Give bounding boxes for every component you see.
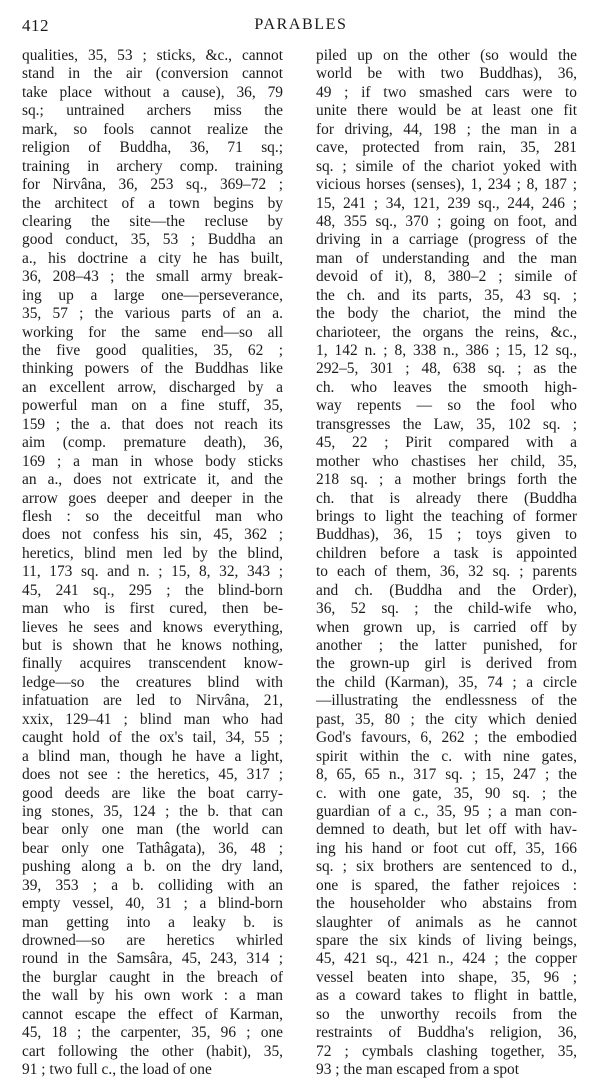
index-line: take place without a cause), 36, 79 bbox=[22, 83, 283, 101]
running-title: PARABLES bbox=[254, 16, 348, 33]
index-line: —illustrating the endlessness of the bbox=[316, 692, 577, 710]
index-line: caught hold of the ox's tail, 34, 55 ; bbox=[22, 729, 283, 747]
index-line: infatuation are led to Nirvâna, 21, bbox=[22, 692, 283, 710]
index-line: demned to death, but let off with hav- bbox=[316, 821, 577, 839]
right-column bbox=[316, 47, 577, 1080]
index-line: cart following the other (habit), 35, bbox=[22, 1042, 283, 1060]
index-line: when grown up, is carried off by bbox=[316, 618, 577, 636]
page-header bbox=[22, 16, 580, 38]
index-line: for Nirvâna, 36, 253 sq., 369–72 ; bbox=[22, 176, 283, 194]
index-line: brings to light the teaching of former bbox=[316, 507, 577, 525]
left-column bbox=[22, 47, 283, 1080]
index-line: Buddhas), 36, 15 ; toys given to bbox=[316, 526, 577, 544]
index-line: does not confess his sin, 45, 362 ; bbox=[22, 526, 283, 544]
index-line: lieves he sees and knows everything, bbox=[22, 618, 283, 636]
index-line: the architect of a town begins by bbox=[22, 194, 283, 212]
index-line: charioteer, the organs the reins, &c., bbox=[316, 323, 577, 341]
index-line: ch. that is already there (Buddha bbox=[316, 489, 577, 507]
index-line: man who is first cured, then be- bbox=[22, 600, 283, 618]
index-line: aim (comp. premature death), 36, bbox=[22, 434, 283, 452]
index-line: an a., does not extricate it, and the bbox=[22, 471, 283, 489]
index-line: heretics, blind men led by the blind, bbox=[22, 544, 283, 562]
index-line: the householder who abstains from bbox=[316, 895, 577, 913]
index-line: 36, 208–43 ; the small army break- bbox=[22, 268, 283, 286]
index-line: thinking powers of the Buddhas like bbox=[22, 360, 283, 378]
index-line: spirit within the c. with nine gates, bbox=[316, 747, 577, 765]
index-line: round in the Samsâra, 45, 243, 314 ; bbox=[22, 950, 283, 968]
index-line: stand in the air (conversion cannot bbox=[22, 65, 283, 83]
index-line: 1, 142 n. ; 8, 338 n., 386 ; 15, 12 sq., bbox=[316, 342, 577, 359]
index-line: but is shown that he knows nothing, bbox=[22, 637, 283, 654]
index-line: piled up on the other (so would the bbox=[316, 47, 577, 64]
index-line: an excellent arrow, discharged by a bbox=[22, 378, 283, 396]
index-line: the wall by his own work : a man bbox=[22, 987, 283, 1005]
index-line: the burglar caught in the breach of bbox=[22, 968, 283, 986]
index-line: vicious horses (senses), 1, 234 ; 8, 187 ; bbox=[316, 176, 577, 194]
index-line: does not see : the heretics, 45, 317 ; bbox=[22, 766, 283, 784]
index-line: 8, 65, 65 n., 317 sq. ; 15, 247 ; the bbox=[316, 766, 577, 784]
index-line: spare the six kinds of living beings, bbox=[316, 932, 577, 949]
index-line: c. with one gate, 35, 90 sq. ; the bbox=[316, 784, 577, 802]
index-line: slaughter of animals as he cannot bbox=[316, 913, 577, 931]
index-line: man getting into a leaky b. is bbox=[22, 913, 283, 931]
index-line: religion of Buddha, 36, 71 sq.; bbox=[22, 139, 283, 157]
index-line: ing up a large one—perseverance, bbox=[22, 286, 283, 304]
index-line: 48, 355 sq., 370 ; going on foot, and bbox=[316, 212, 577, 230]
index-line: ledge—so the creatures blind with bbox=[22, 673, 283, 691]
index-line: man of understanding and the man bbox=[316, 249, 577, 267]
index-line: one is spared, the father rejoices : bbox=[316, 876, 577, 894]
index-line: 159 ; the a. that does not reach its bbox=[22, 415, 283, 433]
index-line: restraints of Buddha's religion, 36, bbox=[316, 1024, 577, 1042]
index-line: children before a task is appointed bbox=[316, 544, 577, 562]
index-line: devoid of it), 8, 380–2 ; simile of bbox=[316, 268, 577, 286]
index-line: sq.; untrained archers miss the bbox=[22, 102, 283, 120]
index-line: 169 ; a man in whose body sticks bbox=[22, 452, 283, 470]
index-line: flesh : so the deceitful man who bbox=[22, 507, 283, 525]
index-line: sq. ; six brothers are sentenced to d., bbox=[316, 858, 577, 876]
index-line: ch. who leaves the smooth high- bbox=[316, 378, 577, 396]
index-line: pushing along a b. on the dry land, bbox=[22, 858, 283, 876]
index-line: vessel beaten into shape, 35, 96 ; bbox=[316, 968, 577, 986]
index-line: mother who chastises her child, 35, bbox=[316, 452, 577, 470]
index-line: 91 ; two full c., the load of one bbox=[22, 1061, 212, 1079]
index-line: drowned—so are heretics whirled bbox=[22, 932, 283, 949]
index-line: world be with two Buddhas), 36, bbox=[316, 65, 577, 83]
index-line: so the unworthy recoils from the bbox=[316, 1005, 577, 1023]
index-line: a blind man, though he have a light, bbox=[22, 747, 283, 765]
index-line: ing his hand or foot cut off, 35, 166 bbox=[316, 839, 577, 857]
index-line: xxix, 129–41 ; blind man who had bbox=[22, 710, 283, 728]
index-line: 11, 173 sq. and n. ; 15, 8, 32, 343 ; bbox=[22, 563, 283, 581]
index-line: cannot escape the effect of Karman, bbox=[22, 1005, 283, 1023]
index-line: as a coward takes to flight in battle, bbox=[316, 987, 577, 1005]
index-line: the five good qualities, 35, 62 ; bbox=[22, 342, 283, 359]
index-line: working for the same end—so all bbox=[22, 323, 283, 341]
index-line: sq. ; simile of the chariot yoked with bbox=[316, 157, 577, 175]
index-line: 292–5, 301 ; 48, 638 sq. ; as the bbox=[316, 360, 577, 378]
index-line: the child (Karman), 35, 74 ; a circle bbox=[316, 673, 577, 691]
index-line: qualities, 35, 53 ; sticks, &c., cannot bbox=[22, 47, 283, 64]
index-line: bear only one man (the world can bbox=[22, 821, 283, 839]
index-line: transgresses the Law, 35, 102 sq. ; bbox=[316, 415, 577, 433]
index-line: good conduct, 35, 53 ; Buddha an bbox=[22, 231, 283, 249]
index-line: powerful man on a fine stuff, 35, bbox=[22, 397, 283, 415]
index-line: bear only one Tathâgata), 36, 48 ; bbox=[22, 839, 283, 857]
index-line: guardian of a c., 35, 95 ; a man con- bbox=[316, 802, 577, 820]
index-line: past, 35, 80 ; the city which denied bbox=[316, 710, 577, 728]
index-line: and ch. (Buddha and the Order), bbox=[316, 581, 577, 599]
index-line: empty vessel, 40, 31 ; a blind-born bbox=[22, 895, 283, 913]
index-line: 36, 52 sq. ; the child-wife who, bbox=[316, 600, 577, 618]
index-line: the ch. and its parts, 35, 43 sq. ; bbox=[316, 286, 577, 304]
index-line: cave, protected from rain, 35, 281 bbox=[316, 139, 577, 157]
index-line: driving in a carriage (progress of the bbox=[316, 231, 577, 249]
index-line: a., his doctrine a city he has built, bbox=[22, 249, 283, 267]
index-line: way repents — so the fool who bbox=[316, 397, 577, 415]
index-line: to each of them, 36, 32 sq. ; parents bbox=[316, 563, 577, 581]
index-line: ing stones, 35, 124 ; the b. that can bbox=[22, 802, 283, 820]
index-line: 45, 18 ; the carpenter, 35, 96 ; one bbox=[22, 1024, 283, 1042]
index-line: 45, 241 sq., 295 ; the blind-born bbox=[22, 581, 283, 599]
index-line: clearing the site—the recluse by bbox=[22, 212, 283, 230]
index-line: for driving, 44, 198 ; the man in a bbox=[316, 120, 577, 138]
index-line: 45, 421 sq., 421 n., 424 ; the copper bbox=[316, 950, 577, 968]
index-line: the grown-up girl is derived from bbox=[316, 655, 577, 673]
index-line: 93 ; the man escaped from a spot bbox=[316, 1061, 520, 1079]
index-line: training in archery comp. training bbox=[22, 157, 283, 175]
index-line: the body the chariot, the mind the bbox=[316, 305, 577, 323]
index-line: mark, so fools cannot realize the bbox=[22, 120, 283, 138]
index-line: another ; the latter punished, for bbox=[316, 637, 577, 654]
index-line: 72 ; cymbals clashing together, 35, bbox=[316, 1042, 577, 1060]
page-number: 412 bbox=[22, 16, 49, 35]
index-line: unite there would be at least one fit bbox=[316, 102, 577, 120]
index-line: 35, 57 ; the various parts of an a. bbox=[22, 305, 283, 323]
index-line: arrow goes deeper and deeper in the bbox=[22, 489, 283, 507]
index-line: good deeds are like the boat carry- bbox=[22, 784, 283, 802]
index-line: 49 ; if two smashed cars were to bbox=[316, 83, 577, 101]
index-line: 15, 241 ; 34, 121, 239 sq., 244, 246 ; bbox=[316, 194, 577, 212]
index-line: 45, 22 ; Pirit compared with a bbox=[316, 434, 577, 452]
index-line: God's favours, 6, 262 ; the embodied bbox=[316, 729, 577, 747]
index-line: 39, 353 ; a b. colliding with an bbox=[22, 876, 283, 894]
index-line: 218 sq. ; a mother brings forth the bbox=[316, 471, 577, 489]
index-line: finally acquires transcendent know- bbox=[22, 655, 283, 673]
